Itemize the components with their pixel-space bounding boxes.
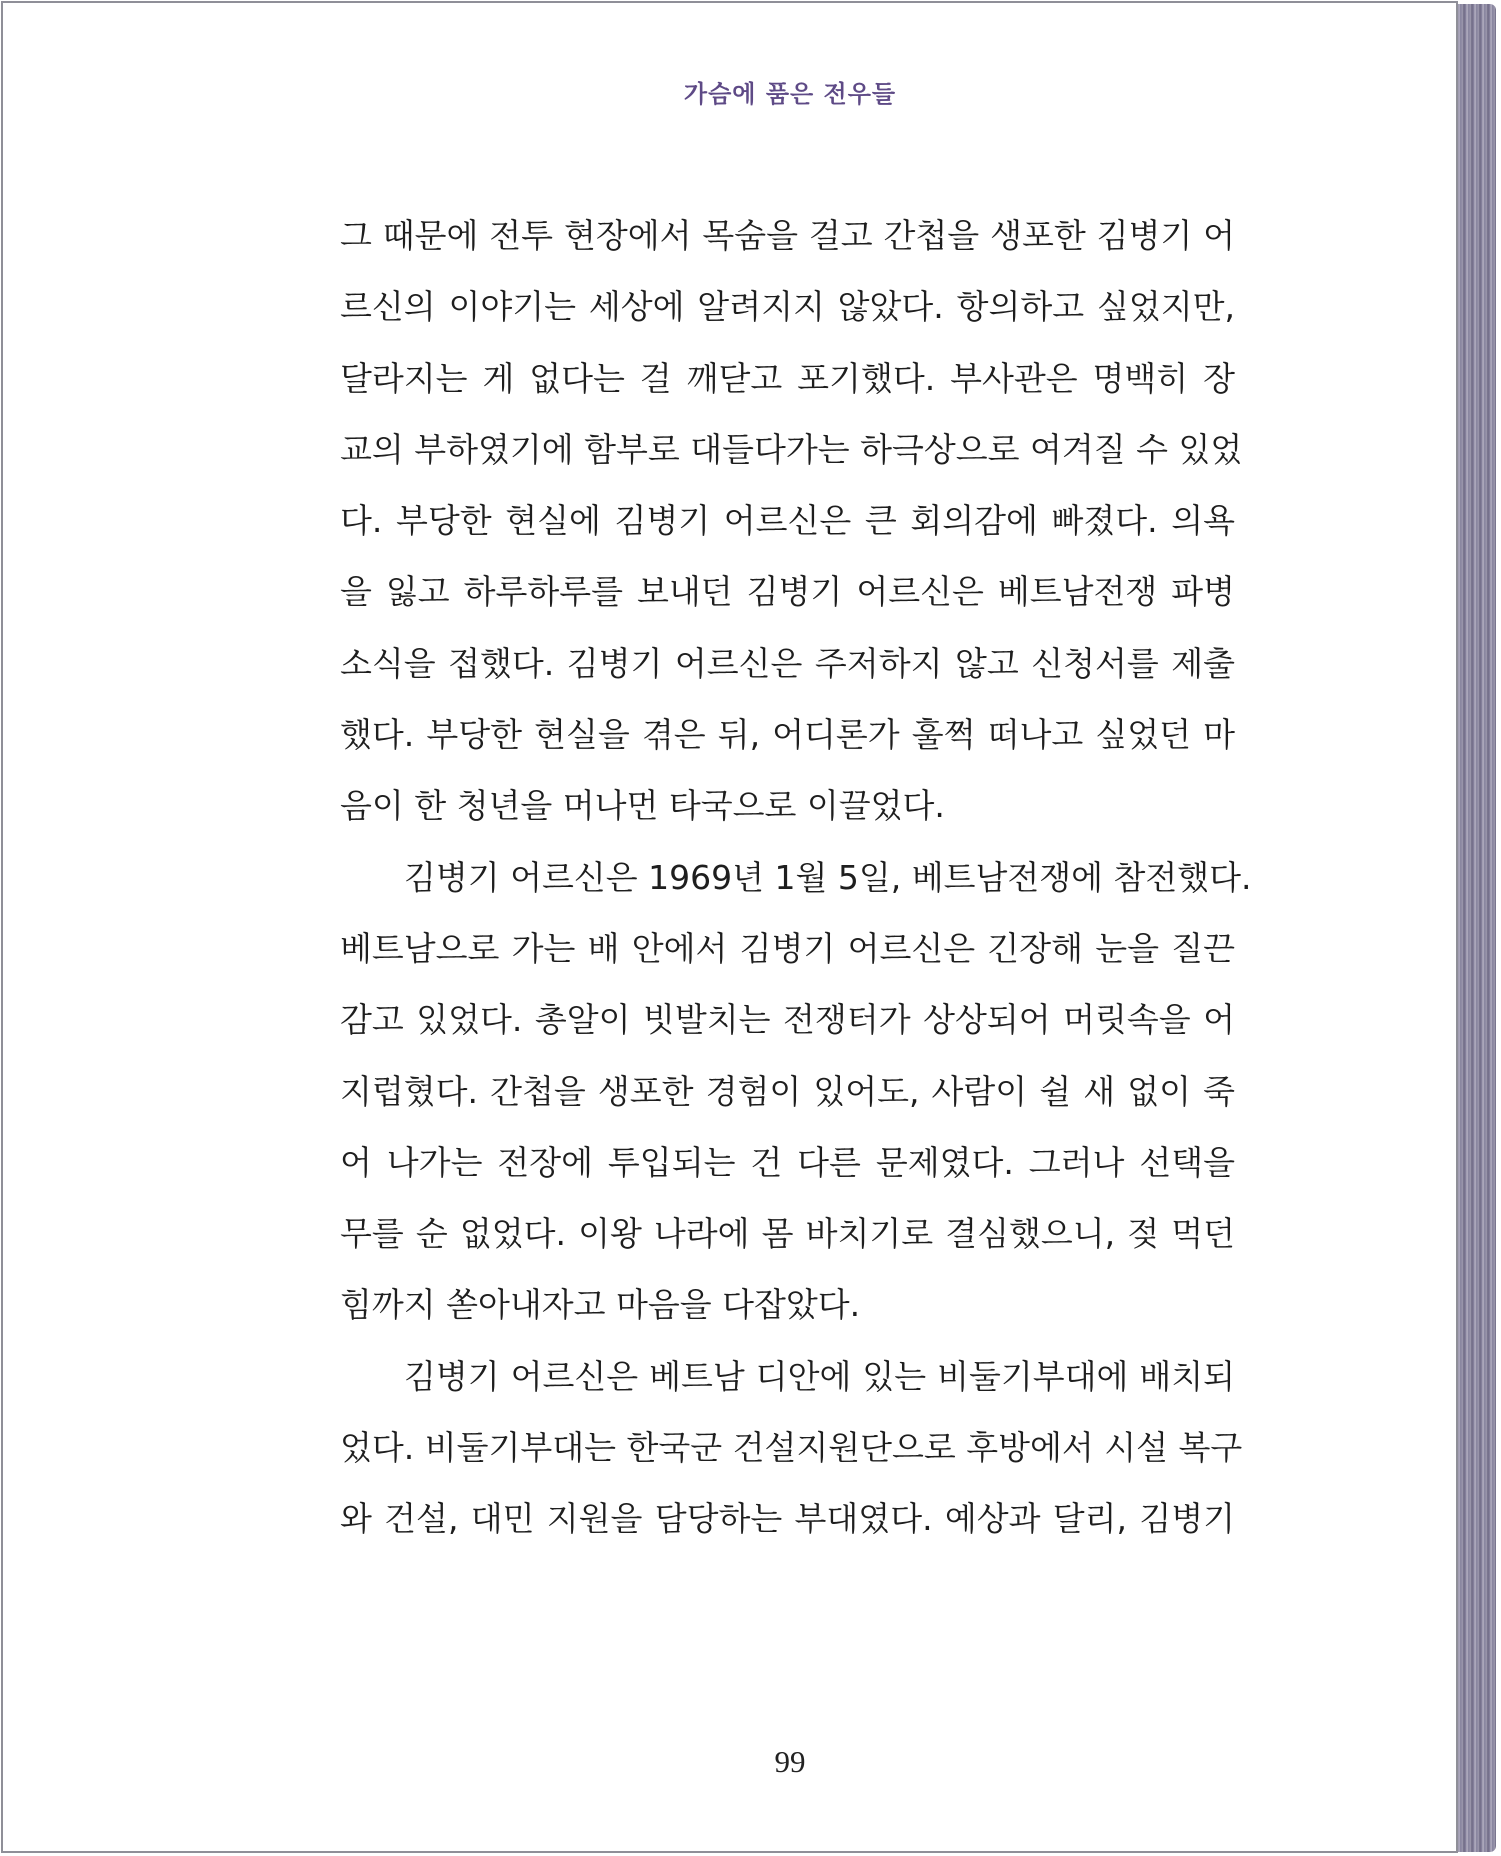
- body-text: [340, 211, 1252, 1566]
- text-line: 그 때문에 전투 현장에서 목숨을 걸고 간첩을 생포한 김병기 어: [340, 216, 1235, 255]
- text-line: 베트남으로 가는 배 안에서 김병기 어르신은 긴장해 눈을 질끈: [340, 928, 1235, 968]
- text-line: 김병기 어르신은 베트남 디안에 있는 비둘기부대에 배치되: [404, 1356, 1235, 1396]
- text-line: 교의 부하였기에 함부로 대들다가는 하극상으로 여겨질 수 있었: [340, 429, 1243, 469]
- text-line: 했다. 부당한 현실을 겪은 뒤, 어디론가 훌쩍 떠나고 싶었던 마: [340, 715, 1235, 755]
- text-line: 다. 부당한 현실에 김병기 어르신은 큰 회의감에 빠졌다. 의욕: [340, 501, 1235, 541]
- text-line: 달라지는 게 없다는 걸 깨닫고 포기했다. 부사관은 명백히 장: [340, 358, 1235, 398]
- text-line: 을 잃고 하루하루를 보내던 김병기 어르신은 베트남전쟁 파병: [340, 572, 1235, 612]
- page-number: 99: [774, 1744, 806, 1779]
- text-line: 었다. 비둘기부대는 한국군 건설지원단으로 후방에서 시설 복구: [340, 1428, 1243, 1468]
- text-line: 김병기 어르신은 1969년 1월 5일, 베트남전쟁에 참전했다.: [404, 857, 1252, 897]
- text-line: 와 건설, 대민 지원을 담당하는 부대였다. 예상과 달리, 김병기: [340, 1499, 1235, 1539]
- text-line: 힘까지 쏟아내자고 마음을 다잡았다.: [340, 1285, 861, 1325]
- text-line: 지럽혔다. 간첩을 생포한 경험이 있어도, 사람이 쉴 새 없이 죽: [340, 1071, 1235, 1111]
- text-line: 음이 한 청년을 머나먼 타국으로 이끌었다.: [340, 786, 945, 826]
- text-line: 르신의 이야기는 세상에 알려지지 않았다. 항의하고 싶었지만,: [340, 287, 1235, 327]
- running-head: 가슴에 품은 전우들: [683, 79, 897, 108]
- text-line: 무를 순 없었다. 이왕 나라에 몸 바치기로 결심했으니, 젖 먹던: [340, 1214, 1235, 1254]
- page-edges: [1456, 4, 1496, 1852]
- text-line: 소식을 접했다. 김병기 어르신은 주저하지 않고 신청서를 제출: [340, 643, 1235, 683]
- text-line: 어 나가는 전장에 투입되는 건 다른 문제였다. 그러나 선택을: [340, 1142, 1235, 1182]
- text-line: 감고 있었다. 총알이 빗발치는 전쟁터가 상상되어 머릿속을 어: [340, 1000, 1235, 1040]
